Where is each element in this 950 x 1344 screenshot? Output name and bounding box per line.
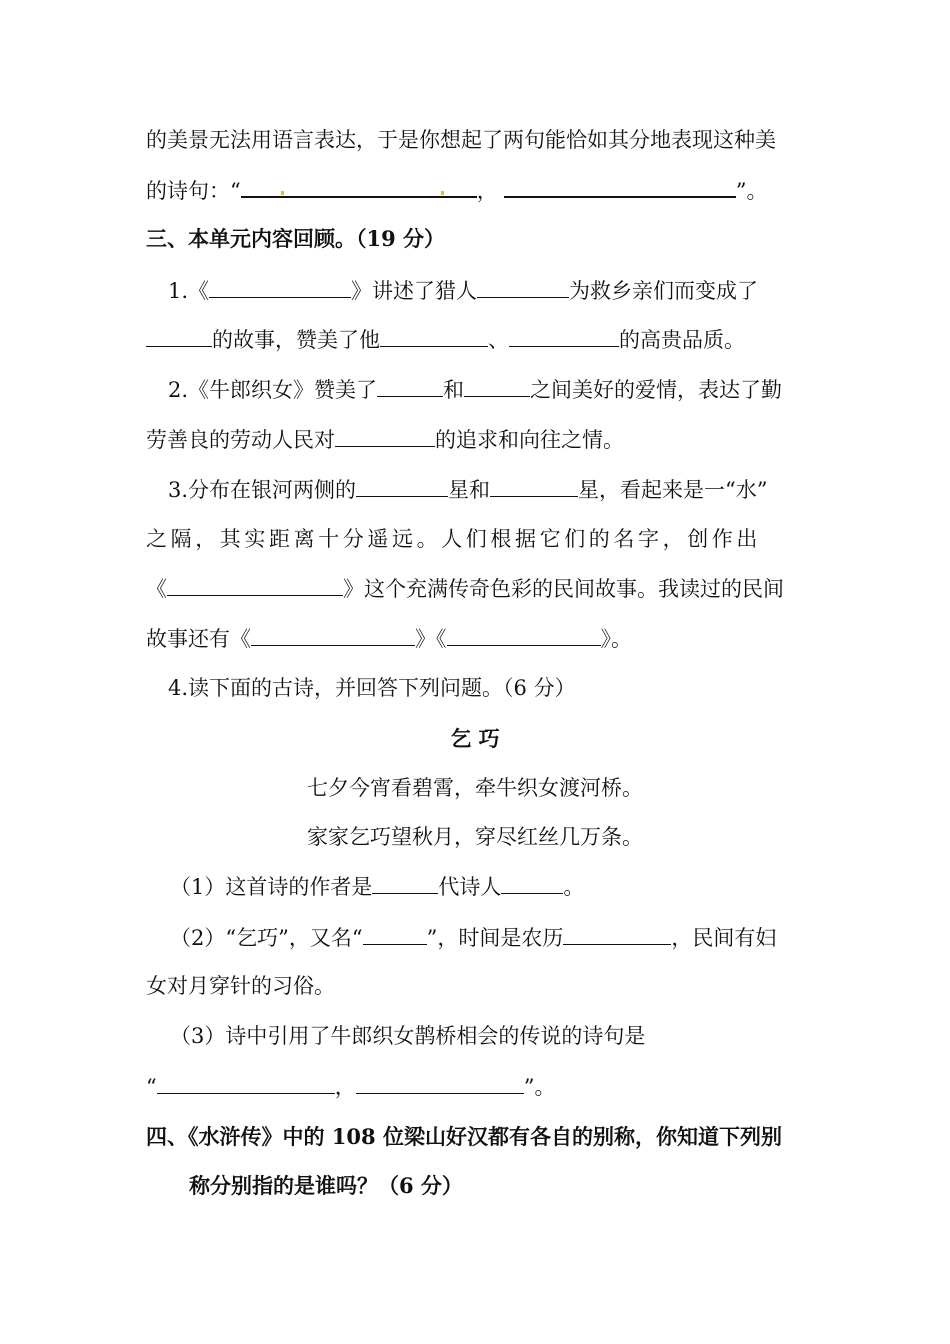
section-heading: [146, 224, 840, 254]
text: 为救乡亲们而变成了: [569, 279, 759, 303]
text: 的诗句：“: [146, 179, 241, 203]
fill-blank[interactable]: [501, 871, 563, 894]
text: 、: [488, 328, 509, 352]
poem-title: [0, 724, 950, 754]
text: 2.《牛郎织女》赞美了: [168, 378, 378, 402]
text: 乞 巧: [450, 726, 500, 751]
text-line: [146, 1071, 840, 1101]
text: 的故事，赞美了他: [212, 328, 380, 352]
fill-blank[interactable]: [477, 275, 569, 298]
text: 》这个充满传奇色彩的民间故事。我读过的民间: [343, 577, 784, 601]
text: 家家乞巧望秋月，穿尽红丝几万条。: [307, 825, 643, 849]
fill-blank[interactable]: [146, 324, 212, 347]
fill-blank[interactable]: [447, 623, 601, 646]
poem-line: [0, 773, 950, 803]
text-line: [170, 922, 840, 952]
text: 四、《水浒传》中的 108 位梁山好汉都有各自的别称，你知道下列别: [146, 1124, 782, 1149]
text: ”，时间是农历: [426, 926, 564, 950]
fill-blank[interactable]: [356, 474, 448, 497]
text-line: [168, 474, 840, 504]
fill-blank[interactable]: [563, 922, 671, 945]
fill-blank[interactable]: [167, 573, 343, 596]
text-line: [146, 971, 840, 1001]
text: 代诗人: [438, 875, 502, 899]
text: 》《: [415, 627, 447, 651]
text: 七夕今宵看碧霄，牵牛织女渡河桥。: [307, 776, 643, 800]
text: 星，看起来是一“水”: [578, 478, 768, 502]
text: 4.读下面的古诗，并回答下列问题。（6 分）: [168, 676, 576, 700]
text: 3.分布在银河两侧的: [168, 478, 357, 502]
text-line: [168, 673, 840, 703]
text: 称分别指的是谁吗？（6 分）: [189, 1173, 463, 1198]
text: （2）“乞巧”，又名“: [170, 926, 363, 950]
text-line: [146, 324, 840, 354]
text: 的高贵品质。: [619, 328, 745, 352]
text: 故事还有《: [146, 627, 251, 651]
text-line: [146, 125, 840, 155]
section-heading: [146, 1122, 840, 1152]
fill-blank[interactable]: [464, 374, 530, 397]
text: 的美景无法用语言表达，于是你想起了两句能恰如其分地表现这种美: [146, 128, 776, 152]
text: 之隔，其实距离十分遥远。人们根据它们的名字，创作出: [146, 527, 761, 551]
fill-blank[interactable]: [509, 324, 619, 347]
fill-blank[interactable]: [363, 922, 427, 945]
text-line: [146, 424, 840, 454]
text: 劳善良的劳动人民对: [146, 428, 335, 452]
text: （3）诗中引用了牛郎织女鹊桥相会的传说的诗句是: [170, 1024, 646, 1048]
fill-blank[interactable]: [372, 871, 438, 894]
text: （1）这首诗的作者是: [170, 875, 373, 899]
text: “: [146, 1075, 157, 1099]
fill-blank[interactable]: [209, 275, 351, 298]
section-heading-continued: [189, 1171, 840, 1201]
text-line: [168, 374, 840, 404]
fill-blank[interactable]: [356, 1071, 524, 1094]
text: 《: [146, 577, 167, 601]
text: 。: [563, 875, 585, 899]
text: ，: [476, 179, 498, 203]
fill-blank[interactable]: [335, 424, 435, 447]
fill-blank[interactable]: [157, 1071, 335, 1094]
poem-line: [0, 822, 950, 852]
text: 的追求和向往之情。: [435, 428, 624, 452]
text: 和: [443, 378, 465, 402]
text: ”。: [523, 1075, 556, 1099]
text: 女对月穿针的习俗。: [146, 974, 335, 998]
fill-blank[interactable]: [490, 474, 578, 497]
text: 之间美好的爱情，表达了勤: [530, 378, 783, 402]
fill-blank[interactable]: [504, 174, 736, 198]
fill-blank[interactable]: [251, 623, 415, 646]
text-line: [146, 174, 840, 204]
text: 》讲述了猎人: [351, 279, 478, 303]
text: 1.《: [168, 279, 210, 303]
text-line: [146, 623, 840, 653]
text-line: [168, 275, 840, 305]
text: ，: [334, 1075, 356, 1099]
fill-blank[interactable]: [380, 324, 488, 347]
text: 星和: [448, 478, 491, 502]
text: ”。: [735, 179, 768, 203]
text-line: [146, 573, 840, 603]
text-line: [170, 1021, 840, 1051]
text-line: [146, 524, 840, 554]
text: ，民间有妇: [671, 926, 777, 950]
text: 》。: [600, 627, 632, 651]
fill-blank[interactable]: [377, 374, 443, 397]
text: 三、本单元内容回顾。（19 分）: [146, 226, 446, 251]
fill-blank[interactable]: [241, 174, 477, 198]
text-line: [170, 871, 840, 901]
